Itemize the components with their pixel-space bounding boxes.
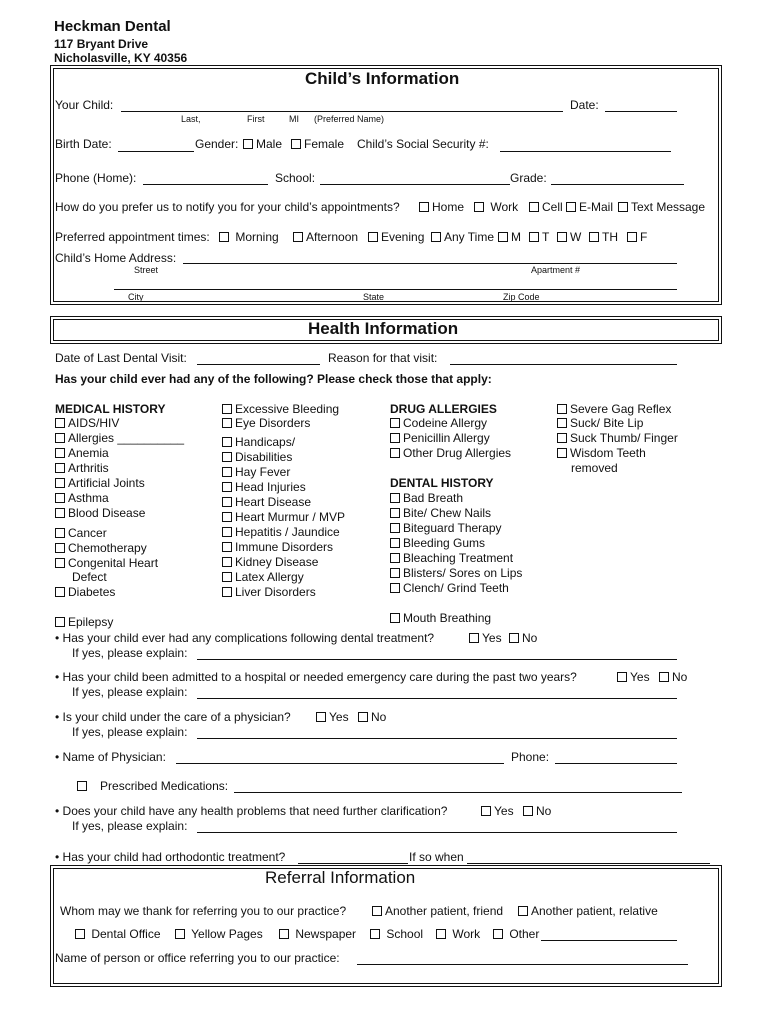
dental-blisters[interactable]: Blisters/ Sores on Lips bbox=[390, 566, 522, 580]
checkbox-icon[interactable] bbox=[390, 523, 400, 533]
physician-name-field[interactable] bbox=[176, 763, 504, 764]
checkbox-icon[interactable] bbox=[618, 202, 628, 212]
medical-history-heading: MEDICAL HISTORY bbox=[55, 402, 166, 416]
checkbox-icon[interactable] bbox=[589, 232, 599, 242]
checkbox-icon[interactable] bbox=[222, 572, 232, 582]
checkbox-icon[interactable] bbox=[659, 672, 669, 682]
checkbox-icon[interactable] bbox=[222, 587, 232, 597]
day-f[interactable]: F bbox=[627, 230, 647, 244]
date-field[interactable] bbox=[605, 111, 677, 112]
checkbox-icon[interactable] bbox=[469, 633, 479, 643]
checkbox-icon[interactable] bbox=[222, 467, 232, 477]
referral-title: Referral Information bbox=[265, 868, 416, 887]
med-allergies[interactable]: Allergies __________ bbox=[55, 431, 184, 445]
drug-other[interactable]: Other Drug Allergies bbox=[390, 446, 511, 460]
checkbox-icon[interactable] bbox=[523, 806, 533, 816]
med-arthritis[interactable]: Arthritis bbox=[55, 461, 109, 475]
checkbox-icon[interactable] bbox=[358, 712, 368, 722]
checkbox-icon[interactable] bbox=[222, 418, 232, 428]
checkbox-icon[interactable] bbox=[529, 232, 539, 242]
checkbox-icon[interactable] bbox=[222, 452, 232, 462]
ref-other-field[interactable] bbox=[541, 940, 677, 941]
sublabel-mi: MI bbox=[289, 114, 299, 124]
drug-codeine[interactable]: Codeine Allergy bbox=[390, 416, 487, 430]
dental-bleaching[interactable]: Bleaching Treatment bbox=[390, 551, 513, 565]
whom-question: Whom may we thank for referring you to our practice? bbox=[60, 904, 347, 918]
med-diabetes[interactable]: Diabetes bbox=[55, 585, 115, 599]
checkbox-icon[interactable] bbox=[316, 712, 326, 722]
med-cancer[interactable]: Cancer bbox=[55, 526, 107, 540]
grade-label: Grade: bbox=[510, 171, 547, 185]
med-congenital-heart[interactable]: Congenital Heart bbox=[55, 556, 158, 570]
checkbox-icon[interactable] bbox=[75, 929, 85, 939]
sublabel-preferred: (Preferred Name) bbox=[314, 114, 385, 124]
dental-clench[interactable]: Clench/ Grind Teeth bbox=[390, 581, 509, 595]
physician-phone-field[interactable] bbox=[555, 763, 677, 764]
ref-school[interactable]: School bbox=[370, 927, 423, 941]
ref-relative[interactable]: Another patient, relative bbox=[518, 904, 658, 918]
checkbox-icon[interactable] bbox=[509, 633, 519, 643]
checkbox-icon[interactable] bbox=[529, 202, 539, 212]
med-aids[interactable]: AIDS/HIV bbox=[55, 416, 119, 430]
checkbox-icon[interactable] bbox=[390, 553, 400, 563]
q-clarification: • Does your child have any health problems that need further clarification? bbox=[55, 804, 447, 818]
checkbox-icon[interactable] bbox=[390, 583, 400, 593]
q-hospital-no[interactable]: No bbox=[659, 670, 687, 684]
zip-label: Zip Code bbox=[503, 292, 540, 302]
med-latex-allergy[interactable]: Latex Allergy bbox=[222, 570, 304, 584]
q-ortho: • Has your child had orthodontic treatment? bbox=[55, 850, 285, 864]
checkbox-icon[interactable] bbox=[557, 433, 567, 443]
reason-field[interactable] bbox=[450, 364, 677, 365]
last-visit-label: Date of Last Dental Visit: bbox=[55, 351, 187, 365]
drug-penicillin[interactable]: Penicillin Allergy bbox=[390, 431, 490, 445]
ref-yellow-pages[interactable]: Yellow Pages bbox=[175, 927, 263, 941]
home-address-label: Child’s Home Address: bbox=[55, 251, 177, 265]
checkbox-icon[interactable] bbox=[557, 448, 567, 458]
med-handicaps[interactable]: Handicaps/ bbox=[222, 435, 295, 449]
checkbox-icon[interactable] bbox=[557, 232, 567, 242]
street-label: Street bbox=[134, 265, 159, 275]
checkbox-icon[interactable] bbox=[222, 437, 232, 447]
notify-cell[interactable]: Cell bbox=[529, 200, 563, 214]
day-m[interactable]: M bbox=[498, 230, 521, 244]
checkbox-icon[interactable] bbox=[222, 497, 232, 507]
checkbox-icon[interactable] bbox=[557, 404, 567, 414]
checkbox-icon[interactable] bbox=[372, 906, 382, 916]
state-label: State bbox=[363, 292, 385, 302]
checkbox-icon[interactable] bbox=[279, 929, 289, 939]
day-th[interactable]: TH bbox=[589, 230, 618, 244]
med-immune-disorders[interactable]: Immune Disorders bbox=[222, 540, 333, 554]
checkbox-icon[interactable] bbox=[77, 781, 87, 791]
med-chemotherapy[interactable]: Chemotherapy bbox=[55, 541, 147, 555]
checkbox-icon[interactable] bbox=[55, 508, 65, 518]
notify-question: How do you prefer us to notify you for your child’s appointments? bbox=[55, 200, 400, 214]
practice-name: Heckman Dental bbox=[54, 18, 171, 35]
checkbox-icon[interactable] bbox=[222, 512, 232, 522]
physician-explain-field[interactable] bbox=[197, 738, 677, 739]
phone-home-label: Phone (Home): bbox=[55, 171, 137, 185]
checkbox-icon[interactable] bbox=[431, 232, 441, 242]
hospital-explain-field[interactable] bbox=[197, 698, 677, 699]
checkbox-icon[interactable] bbox=[243, 139, 253, 149]
checkbox-icon[interactable] bbox=[390, 433, 400, 443]
checkbox-icon[interactable] bbox=[222, 527, 232, 537]
grade-field[interactable] bbox=[551, 184, 684, 185]
explain-label: If yes, please explain: bbox=[72, 646, 188, 660]
ssn-field[interactable] bbox=[500, 151, 671, 152]
checkbox-icon[interactable] bbox=[390, 418, 400, 428]
day-w[interactable]: W bbox=[557, 230, 581, 244]
q-clarification-yes[interactable]: Yes bbox=[481, 804, 514, 818]
dental-bite-nails[interactable]: Bite/ Chew Nails bbox=[390, 506, 491, 520]
last-visit-field[interactable] bbox=[197, 364, 320, 365]
q-physician-yes[interactable]: Yes bbox=[316, 710, 349, 724]
ref-other[interactable]: Other bbox=[493, 927, 539, 941]
ortho-when-field[interactable] bbox=[467, 863, 710, 864]
checkbox-icon[interactable] bbox=[222, 542, 232, 552]
notify-work[interactable]: Work bbox=[474, 200, 518, 214]
checkbox-icon[interactable] bbox=[219, 232, 229, 242]
drug-allergies-heading: DRUG ALLERGIES bbox=[390, 402, 497, 416]
dental-wisdom-teeth[interactable]: Wisdom Teeth bbox=[557, 446, 646, 460]
ref-work[interactable]: Work bbox=[436, 927, 480, 941]
checkbox-icon[interactable] bbox=[55, 478, 65, 488]
checkbox-icon[interactable] bbox=[55, 587, 65, 597]
checkbox-icon[interactable] bbox=[419, 202, 429, 212]
med-hay-fever[interactable]: Hay Fever bbox=[222, 465, 290, 479]
ref-dental-office[interactable]: Dental Office bbox=[75, 927, 161, 941]
dental-history-heading: DENTAL HISTORY bbox=[390, 476, 494, 490]
dental-biteguard[interactable]: Biteguard Therapy bbox=[390, 521, 502, 535]
med-congenital-heart-defect: Defect bbox=[72, 570, 107, 584]
checkbox-icon[interactable] bbox=[55, 558, 65, 568]
checkbox-icon[interactable] bbox=[390, 493, 400, 503]
med-asthma[interactable]: Asthma bbox=[55, 491, 109, 505]
dental-wisdom-removed: removed bbox=[571, 461, 618, 475]
q-physician-no[interactable]: No bbox=[358, 710, 386, 724]
q-complications: • Has your child ever had any complications following dental treatment? bbox=[55, 631, 434, 645]
checkbox-icon[interactable] bbox=[390, 613, 400, 623]
q-hospital: • Has your child been admitted to a hospital or needed emergency care during the past two years? bbox=[55, 670, 577, 684]
dental-bleeding-gums[interactable]: Bleeding Gums bbox=[390, 536, 485, 550]
gender-male[interactable]: Male bbox=[243, 137, 282, 151]
checkbox-icon[interactable] bbox=[390, 538, 400, 548]
has-had-question: Has your child ever had any of the following? Please check those that apply: bbox=[55, 372, 492, 386]
med-blood-disease[interactable]: Blood Disease bbox=[55, 506, 145, 520]
pref-times-label: Preferred appointment times: bbox=[55, 230, 210, 244]
ssn-label: Child’s Social Security #: bbox=[357, 137, 489, 151]
explain-label: If yes, please explain: bbox=[72, 819, 188, 833]
checkbox-icon[interactable] bbox=[617, 672, 627, 682]
checkbox-icon[interactable] bbox=[55, 528, 65, 538]
clarification-explain-field[interactable] bbox=[197, 832, 677, 833]
ref-friend[interactable]: Another patient, friend bbox=[372, 904, 503, 918]
prescribed-meds-field[interactable] bbox=[234, 792, 682, 793]
med-artificial-joints[interactable]: Artificial Joints bbox=[55, 476, 145, 490]
checkbox-icon[interactable] bbox=[390, 448, 400, 458]
checkbox-icon[interactable] bbox=[474, 202, 484, 212]
med-disabilities[interactable]: Disabilities bbox=[222, 450, 292, 464]
date-label: Date: bbox=[570, 98, 599, 112]
checkbox-icon[interactable] bbox=[55, 448, 65, 458]
checkbox-icon[interactable] bbox=[390, 508, 400, 518]
med-excessive-bleeding[interactable]: Excessive Bleeding bbox=[222, 402, 339, 416]
gender-female[interactable]: Female bbox=[291, 137, 344, 151]
explain-label: If yes, please explain: bbox=[72, 725, 188, 739]
checkbox-icon[interactable] bbox=[55, 463, 65, 473]
apartment-label: Apartment # bbox=[531, 265, 581, 275]
school-label: School: bbox=[275, 171, 316, 185]
checkbox-icon[interactable] bbox=[557, 418, 567, 428]
pref-anytime[interactable]: Any Time bbox=[431, 230, 494, 244]
checkbox-icon[interactable] bbox=[390, 568, 400, 578]
checkbox-icon[interactable] bbox=[627, 232, 637, 242]
your-child-label: Your Child: bbox=[55, 98, 114, 112]
q-complications-no[interactable]: No bbox=[509, 631, 537, 645]
physician-phone-label: Phone: bbox=[511, 750, 550, 764]
childs-info-title: Child’s Information bbox=[305, 69, 460, 88]
birth-date-field[interactable] bbox=[118, 151, 194, 152]
ortho-field[interactable] bbox=[298, 863, 408, 864]
name-referring-field[interactable] bbox=[357, 964, 688, 965]
name-referring-label: Name of person or office referring you to our practice: bbox=[55, 951, 340, 965]
prescribed-meds[interactable]: Prescribed Medications: bbox=[77, 779, 228, 793]
med-anemia[interactable]: Anemia bbox=[55, 446, 109, 460]
health-info-title: Health Information bbox=[308, 319, 459, 338]
notify-text[interactable]: Text Message bbox=[618, 200, 705, 214]
city-label: City bbox=[128, 292, 144, 302]
checkbox-icon[interactable] bbox=[566, 202, 576, 212]
reason-label: Reason for that visit: bbox=[328, 351, 438, 365]
school-field[interactable] bbox=[320, 184, 510, 185]
pref-evening[interactable]: Evening bbox=[368, 230, 424, 244]
sublabel-last: Last, bbox=[181, 114, 201, 124]
med-epilepsy[interactable]: Epilepsy bbox=[55, 615, 113, 629]
med-heart-murmur[interactable]: Heart Murmur / MVP bbox=[222, 510, 345, 524]
checkbox-icon[interactable] bbox=[368, 232, 378, 242]
med-eye-disorders[interactable]: Eye Disorders bbox=[222, 416, 310, 430]
pref-afternoon[interactable]: Afternoon bbox=[293, 230, 358, 244]
ref-newspaper[interactable]: Newspaper bbox=[279, 927, 356, 941]
birth-date-label: Birth Date: bbox=[55, 137, 112, 151]
checkbox-icon[interactable] bbox=[493, 929, 503, 939]
checkbox-icon[interactable] bbox=[293, 232, 303, 242]
street-field[interactable] bbox=[183, 263, 677, 264]
checkbox-icon[interactable] bbox=[55, 433, 65, 443]
checkbox-icon[interactable] bbox=[55, 418, 65, 428]
checkbox-icon[interactable] bbox=[370, 929, 380, 939]
med-kidney-disease[interactable]: Kidney Disease bbox=[222, 555, 318, 569]
med-heart-disease[interactable]: Heart Disease bbox=[222, 495, 311, 509]
child-name-field[interactable] bbox=[121, 111, 563, 112]
dental-mouth-breathing[interactable]: Mouth Breathing bbox=[390, 611, 491, 625]
explain-label: If yes, please explain: bbox=[72, 685, 188, 699]
med-hepatitis[interactable]: Hepatitis / Jaundice bbox=[222, 525, 340, 539]
dental-bad-breath[interactable]: Bad Breath bbox=[390, 491, 463, 505]
q-complications-yes[interactable]: Yes bbox=[469, 631, 502, 645]
checkbox-icon[interactable] bbox=[518, 906, 528, 916]
checkbox-icon[interactable] bbox=[498, 232, 508, 242]
practice-address-line2: Nicholasville, KY 40356 bbox=[54, 51, 188, 65]
dental-suck-thumb[interactable]: Suck Thumb/ Finger bbox=[557, 431, 678, 445]
sublabel-first: First bbox=[247, 114, 265, 124]
complications-explain-field[interactable] bbox=[197, 659, 677, 660]
city-state-zip-field[interactable] bbox=[114, 289, 677, 290]
checkbox-icon[interactable] bbox=[175, 929, 185, 939]
checkbox-icon[interactable] bbox=[55, 617, 65, 627]
checkbox-icon[interactable] bbox=[222, 404, 232, 414]
phone-home-field[interactable] bbox=[143, 184, 268, 185]
q-physician: • Is your child under the care of a physician? bbox=[55, 710, 291, 724]
pref-morning[interactable]: Morning bbox=[219, 230, 279, 244]
notify-home[interactable]: Home bbox=[419, 200, 464, 214]
checkbox-icon[interactable] bbox=[436, 929, 446, 939]
dental-gag-reflex[interactable]: Severe Gag Reflex bbox=[557, 402, 671, 416]
day-t[interactable]: T bbox=[529, 230, 549, 244]
med-liver-disorders[interactable]: Liver Disorders bbox=[222, 585, 316, 599]
notify-email[interactable]: E-Mail bbox=[566, 200, 613, 214]
q-clarification-no[interactable]: No bbox=[523, 804, 551, 818]
q-hospital-yes[interactable]: Yes bbox=[617, 670, 650, 684]
checkbox-icon[interactable] bbox=[481, 806, 491, 816]
name-physician-label: • Name of Physician: bbox=[55, 750, 166, 764]
med-head-injuries[interactable]: Head Injuries bbox=[222, 480, 306, 494]
gender-label: Gender: bbox=[195, 137, 239, 151]
checkbox-icon[interactable] bbox=[55, 543, 65, 553]
checkbox-icon[interactable] bbox=[222, 482, 232, 492]
checkbox-icon[interactable] bbox=[222, 557, 232, 567]
checkbox-icon[interactable] bbox=[55, 493, 65, 503]
if-so-when-label: If so when bbox=[409, 850, 464, 864]
dental-suck-lip[interactable]: Suck/ Bite Lip bbox=[557, 416, 643, 430]
practice-address-line1: 117 Bryant Drive bbox=[54, 37, 149, 51]
checkbox-icon[interactable] bbox=[291, 139, 301, 149]
